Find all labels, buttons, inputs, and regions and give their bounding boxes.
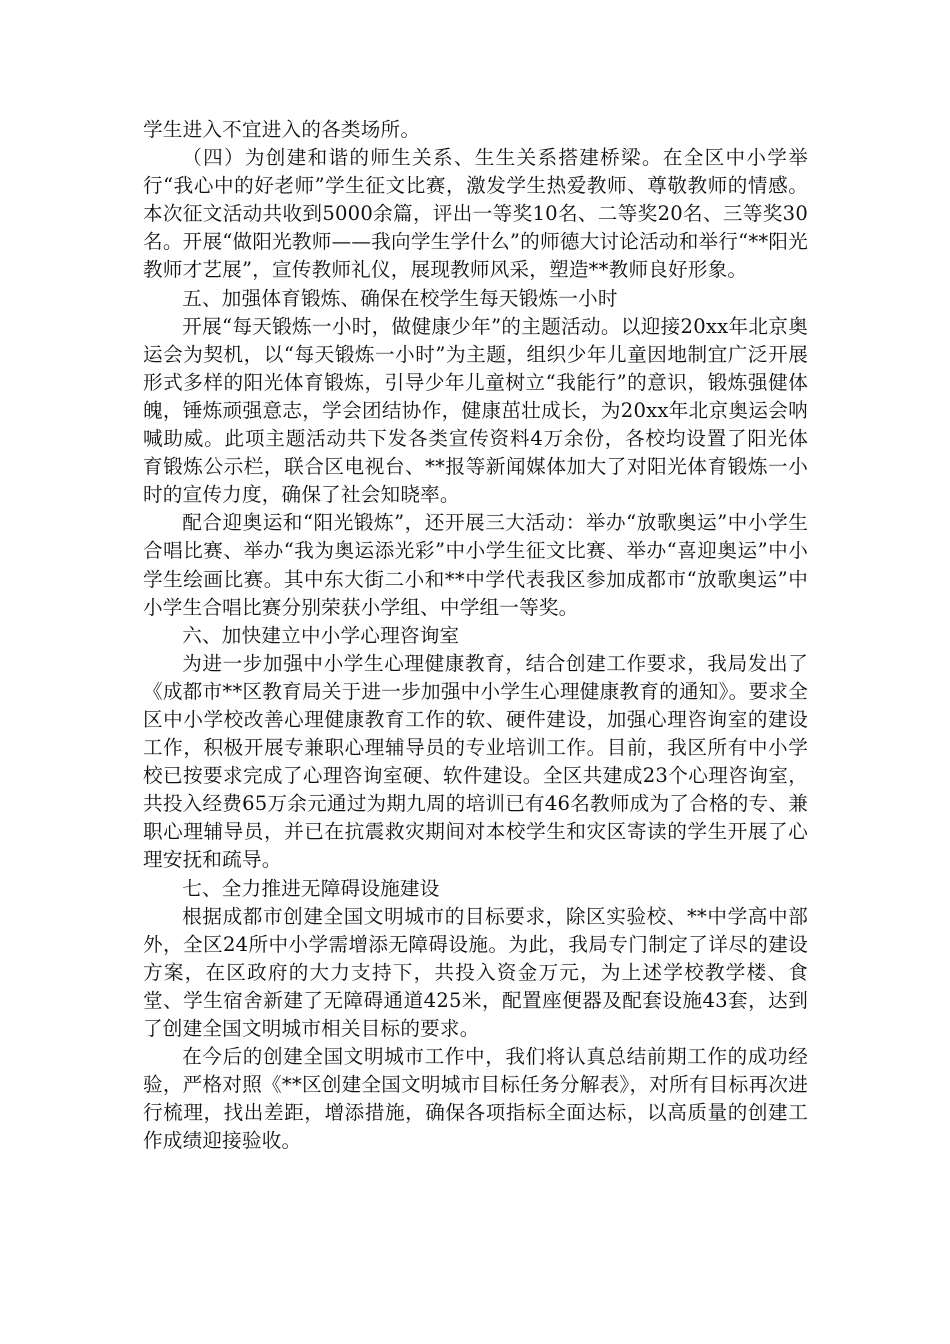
- document-body: [143, 116, 808, 1155]
- section-heading-5: 五、加强体育锻炼、确保在校学生每天锻炼一小时: [182, 286, 618, 310]
- paragraph-continuation: 学生进入不宜进入的各类场所。: [143, 118, 421, 141]
- section-heading-7: 七、全力推进无障碍设施建设: [182, 876, 440, 900]
- paragraph-daily-exercise: 开展“每天锻炼一小时，做健康少年”的主题活动。以迎接20xx年北京奥运会为契机，以“每天锻炼一小时”为主题，组织少年儿童因地制宜广泛开展形式多样的阳光体育锻炼，引导少年儿童树立“我能行”的意识，锻炼强健体魄，锤炼顽强意志，学会团结协作，健康茁壮成长，为20xx年北京奥运会呐喊助威。此项主题活动共下发各类宣传资料4万余份，各校均设置了阳光体育锻炼公示栏，联合区电视台、**报等新闻媒体加大了对阳光体育锻炼一小时的宣传力度，确保了社会知晓率。: [143, 314, 808, 507]
- paragraph-teacher-student-relations: （四）为创建和谐的师生关系、生生关系搭建桥梁。在全区中小学举行“我心中的好老师”学生征文比赛，激发学生热爱教师、尊敬教师的情感。本次征文活动共收到5000余篇，评出一等奖10名、二等奖20名、三等奖30名。开展“做阳光教师——我向学生学什么”的师德大讨论活动和举行“**阳光教师才艺展”，宣传教师礼仪，展现教师风采，塑造**教师良好形象。: [143, 146, 808, 282]
- paragraph-conclusion: 在今后的创建全国文明城市工作中，我们将认真总结前期工作的成功经验，严格对照《**区创建全国文明城市目标任务分解表》，对所有目标再次进行梳理，找出差距，增添措施，确保各项指标全面达标，以高质量的创建工作成绩迎接验收。: [143, 1045, 808, 1153]
- paragraph-olympic-activities: 配合迎奥运和“阳光锻炼”，还开展三大活动：举办“放歌奥运”中小学生合唱比赛、举办“我为奥运添光彩”中小学生征文比赛、举办“喜迎奥运”中小学生绘画比赛。其中东大街二小和**中学代表我区参加成都市“放歌奥运”中小学生合唱比赛分别荣获小学组、中学组一等奖。: [143, 511, 808, 619]
- paragraph-counseling-rooms: 为进一步加强中小学生心理健康教育，结合创建工作要求，我局发出了《成都市**区教育局关于进一步加强中小学生心理健康教育的通知》。要求全区中小学校改善心理健康教育工作的软、硬件建设，加强心理咨询室的建设工作，积极开展专兼职心理辅导员的专业培训工作。目前，我区所有中小学校已按要求完成了心理咨询室硬、软件建设。全区共建成23个心理咨询室，共投入经费65万余元通过为期九周的培训已有46名教师成为了合格的专、兼职心理辅导员，并已在抗震救灾期间对本校学生和灾区寄读的学生开展了心理安抚和疏导。: [143, 651, 808, 872]
- paragraph-accessibility: 根据成都市创建全国文明城市的目标要求，除区实验校、**中学高中部外，全区24所中小学需增添无障碍设施。为此，我局专门制定了详尽的建设方案，在区政府的大力支持下，共投入资金万元，为上述学校教学楼、食堂、学生宿舍新建了无障碍通道425米，配置座便器及配套设施43套，达到了创建全国文明城市相关目标的要求。: [143, 904, 808, 1040]
- section-heading-6: 六、加快建立中小学心理咨询室: [182, 623, 460, 647]
